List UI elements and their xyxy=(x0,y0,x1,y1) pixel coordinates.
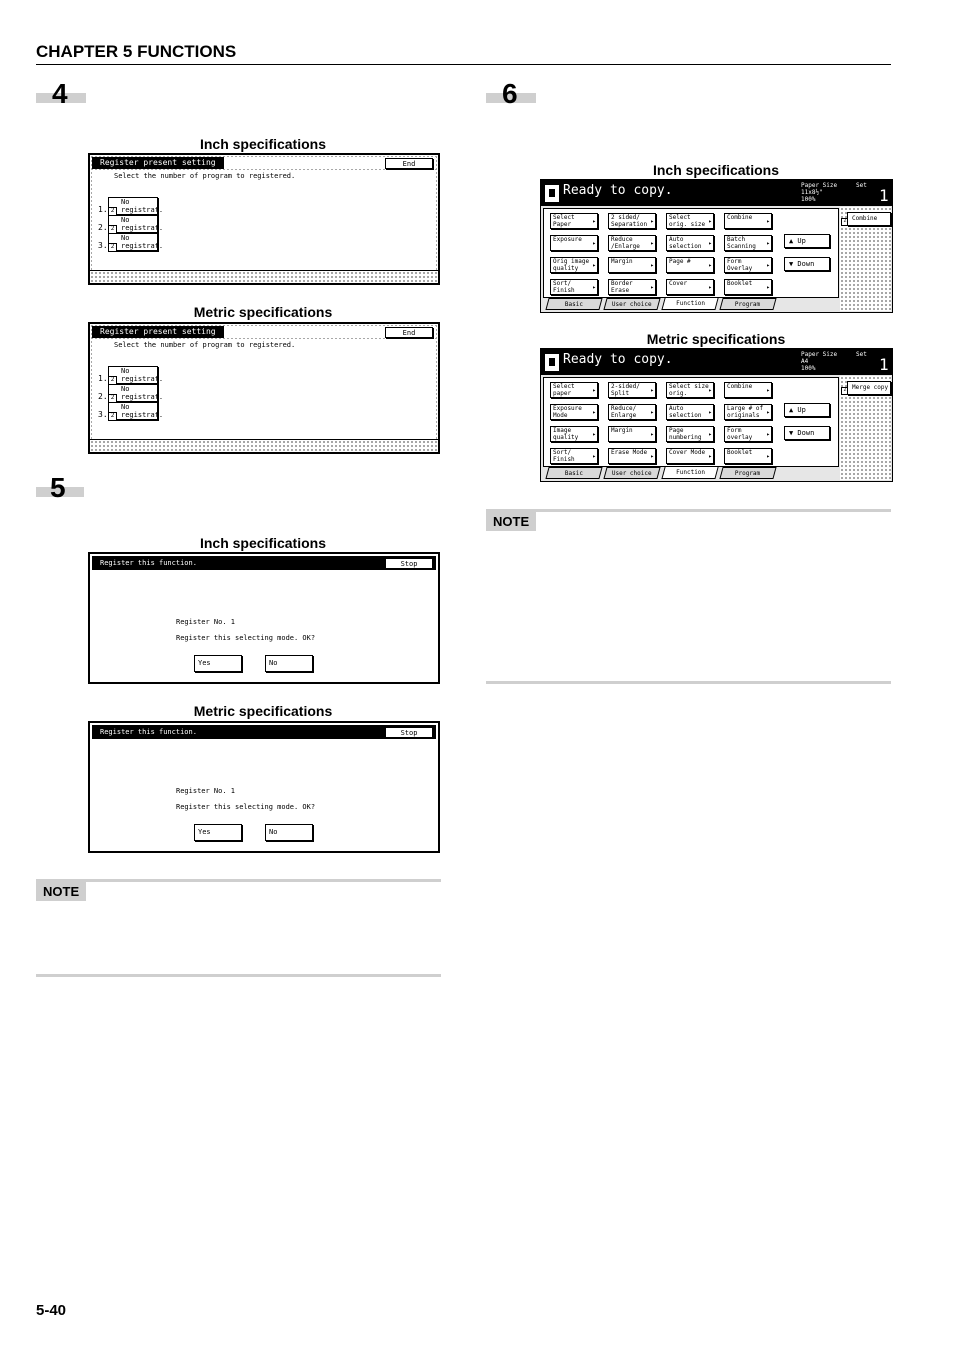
function-button-5[interactable]: Exposure Mode ▸ xyxy=(550,404,598,420)
function-button-12[interactable]: Form overlay ▸ xyxy=(724,426,772,442)
program-check: 2 xyxy=(108,225,117,234)
step6-inch-label: Inch specifications xyxy=(652,162,780,178)
copier-screen-metric xyxy=(540,348,893,482)
screen-title: Register this function. xyxy=(100,559,197,567)
function-button-16[interactable]: Booklet ▸ xyxy=(724,279,772,295)
note-bottom-rule xyxy=(486,681,891,684)
side-check: 2 xyxy=(841,218,849,226)
stop-button[interactable]: Stop xyxy=(385,558,433,569)
function-button-10[interactable]: Margin ▸ xyxy=(608,426,656,442)
register-number: Register No. 1 xyxy=(176,787,236,795)
tab-user-choice[interactable]: User choice xyxy=(603,467,660,479)
function-button-2[interactable]: 2 sided/ Separation ▸ xyxy=(608,213,656,229)
function-button-15[interactable]: Cover Mode ▸ xyxy=(666,448,714,464)
screen-title: Register present setting xyxy=(92,157,224,169)
program-check: 2 xyxy=(108,376,117,385)
program-item-label: No registrat. xyxy=(108,384,158,402)
ready-status: Ready to copy. xyxy=(563,183,673,198)
tab-function[interactable]: Function xyxy=(661,298,718,310)
function-panel xyxy=(543,208,839,298)
ready-status: Ready to copy. xyxy=(563,352,673,367)
program-item-label: No registrat. xyxy=(108,402,158,420)
register-function-screen-inch xyxy=(88,552,440,684)
no-button[interactable]: No xyxy=(265,824,313,841)
set-label: Set xyxy=(856,182,867,189)
tab-program[interactable]: Program xyxy=(719,467,776,479)
tab-function[interactable]: Function xyxy=(661,467,718,479)
function-button-3[interactable]: Select size orig. ▸ xyxy=(666,382,714,398)
tab-user-choice[interactable]: User choice xyxy=(603,298,660,310)
function-button-8[interactable]: Batch Scanning ▸ xyxy=(724,235,772,251)
paper-size-readout: Paper Size A4 100% xyxy=(801,351,838,372)
up-button[interactable]: ▲ Up xyxy=(784,403,830,417)
step5-metric-label: Metric specifications xyxy=(193,703,333,719)
step-6-number: 6 xyxy=(502,78,518,109)
paper-size-readout: Paper Size 11x8½" 100% xyxy=(801,182,838,203)
down-button[interactable]: ▼ Down xyxy=(784,257,830,271)
function-button-1[interactable]: Select Paper ▸ xyxy=(550,213,598,229)
program-item-label: No registrat. xyxy=(108,233,158,251)
end-button[interactable]: End xyxy=(385,327,433,338)
register-function-screen-metric xyxy=(88,721,440,853)
set-label: Set xyxy=(856,351,867,358)
end-button[interactable]: End xyxy=(385,158,433,169)
chapter-title: CHAPTER 5 FUNCTIONS xyxy=(36,42,237,61)
function-button-9[interactable]: Orig image quality ▸ xyxy=(550,257,598,273)
up-button[interactable]: ▲ Up xyxy=(784,234,830,248)
function-button-11[interactable]: Page # ▸ xyxy=(666,257,714,273)
note-top-rule xyxy=(36,879,441,882)
document-icon xyxy=(545,185,559,202)
stop-button[interactable]: Stop xyxy=(385,727,433,738)
function-button-8[interactable]: Large # of originals ▸ xyxy=(724,404,772,420)
function-button-15[interactable]: Cover ▸ xyxy=(666,279,714,295)
note-top-rule xyxy=(486,509,891,512)
screen-divider xyxy=(90,439,438,440)
note-bottom-rule xyxy=(36,974,441,977)
header-rule xyxy=(36,64,891,65)
register-program-screen-inch: Register present setting End Select the number of program to registered. 1. No registrat. 2 2. No registrat. 2 3. No registrat. 2 xyxy=(88,153,440,285)
function-panel xyxy=(543,377,839,467)
step4-metric-label: Metric specifications xyxy=(193,304,333,320)
note-label: NOTE xyxy=(36,882,86,901)
tab-basic[interactable]: Basic xyxy=(545,467,602,479)
no-button[interactable]: No xyxy=(265,655,313,672)
register-question: Register this selecting mode. OK? xyxy=(176,803,316,811)
function-button-16[interactable]: Booklet ▸ xyxy=(724,448,772,464)
function-button-11[interactable]: Page numbering ▸ xyxy=(666,426,714,442)
program-item-label: No registrat. xyxy=(108,197,158,215)
note-label: NOTE xyxy=(486,512,536,531)
step4-inch-label: Inch specifications xyxy=(199,136,327,152)
function-button-10[interactable]: Margin ▸ xyxy=(608,257,656,273)
function-button-14[interactable]: Erase Mode ▸ xyxy=(608,448,656,464)
side-check: 2 xyxy=(841,387,849,395)
function-button-6[interactable]: Reduce /Enlarge ▸ xyxy=(608,235,656,251)
yes-button[interactable]: Yes xyxy=(194,824,242,841)
step6-metric-label: Metric specifications xyxy=(646,331,786,347)
screen-title: Register this function. xyxy=(100,728,197,736)
function-button-7[interactable]: Auto selection ▸ xyxy=(666,404,714,420)
program-item-label: No registrat. xyxy=(108,366,158,384)
register-number: Register No. 1 xyxy=(176,618,236,626)
copy-count: 1 xyxy=(879,355,889,374)
program-check: 2 xyxy=(108,243,117,252)
copier-screen-inch xyxy=(540,179,893,313)
page-number: 5-40 xyxy=(36,1302,67,1319)
function-button-4[interactable]: Combine ▸ xyxy=(724,382,772,398)
step-4-number: 4 xyxy=(52,78,68,109)
document-icon xyxy=(545,354,559,371)
screen-title: Register present setting xyxy=(92,326,224,338)
step-5-number: 5 xyxy=(50,472,66,503)
function-button-5[interactable]: Exposure ▸ xyxy=(550,235,598,251)
function-button-4[interactable]: Combine ▸ xyxy=(724,213,772,229)
screen-message: Select the number of program to registered. xyxy=(114,172,296,180)
register-question: Register this selecting mode. OK? xyxy=(176,634,316,642)
function-button-13[interactable]: Sort/ Finish ▸ xyxy=(550,279,598,295)
function-button-7[interactable]: Auto selection ▸ xyxy=(666,235,714,251)
function-button-9[interactable]: Image quality ▸ xyxy=(550,426,598,442)
side-shortcut-button[interactable]: Combine xyxy=(847,212,891,226)
tab-program[interactable]: Program xyxy=(719,298,776,310)
function-button-14[interactable]: Border Erase ▸ xyxy=(608,279,656,295)
program-check: 2 xyxy=(108,207,117,216)
program-check: 2 xyxy=(108,394,117,403)
step5-inch-label: Inch specifications xyxy=(199,535,327,551)
screen-message: Select the number of program to registered. xyxy=(114,341,296,349)
function-button-2[interactable]: 2-sided/ Split ▸ xyxy=(608,382,656,398)
function-button-6[interactable]: Reduce/ Enlarge ▸ xyxy=(608,404,656,420)
register-program-screen-metric: Register present setting End Select the number of program to registered. 1. No registrat. 2 2. No registrat. 2 3. No registrat. 2 xyxy=(88,322,440,454)
function-button-13[interactable]: Sort/ Finish ▸ xyxy=(550,448,598,464)
down-button[interactable]: ▼ Down xyxy=(784,426,830,440)
function-button-12[interactable]: Form Overlay ▸ xyxy=(724,257,772,273)
screen-divider xyxy=(90,270,438,271)
copy-count: 1 xyxy=(879,186,889,205)
side-shortcut-button[interactable]: Merge copy xyxy=(847,381,891,395)
program-item-label: No registrat. xyxy=(108,215,158,233)
function-button-1[interactable]: Select paper ▸ xyxy=(550,382,598,398)
function-button-3[interactable]: Select orig. size ▸ xyxy=(666,213,714,229)
tab-basic[interactable]: Basic xyxy=(545,298,602,310)
yes-button[interactable]: Yes xyxy=(194,655,242,672)
program-check: 2 xyxy=(108,412,117,421)
